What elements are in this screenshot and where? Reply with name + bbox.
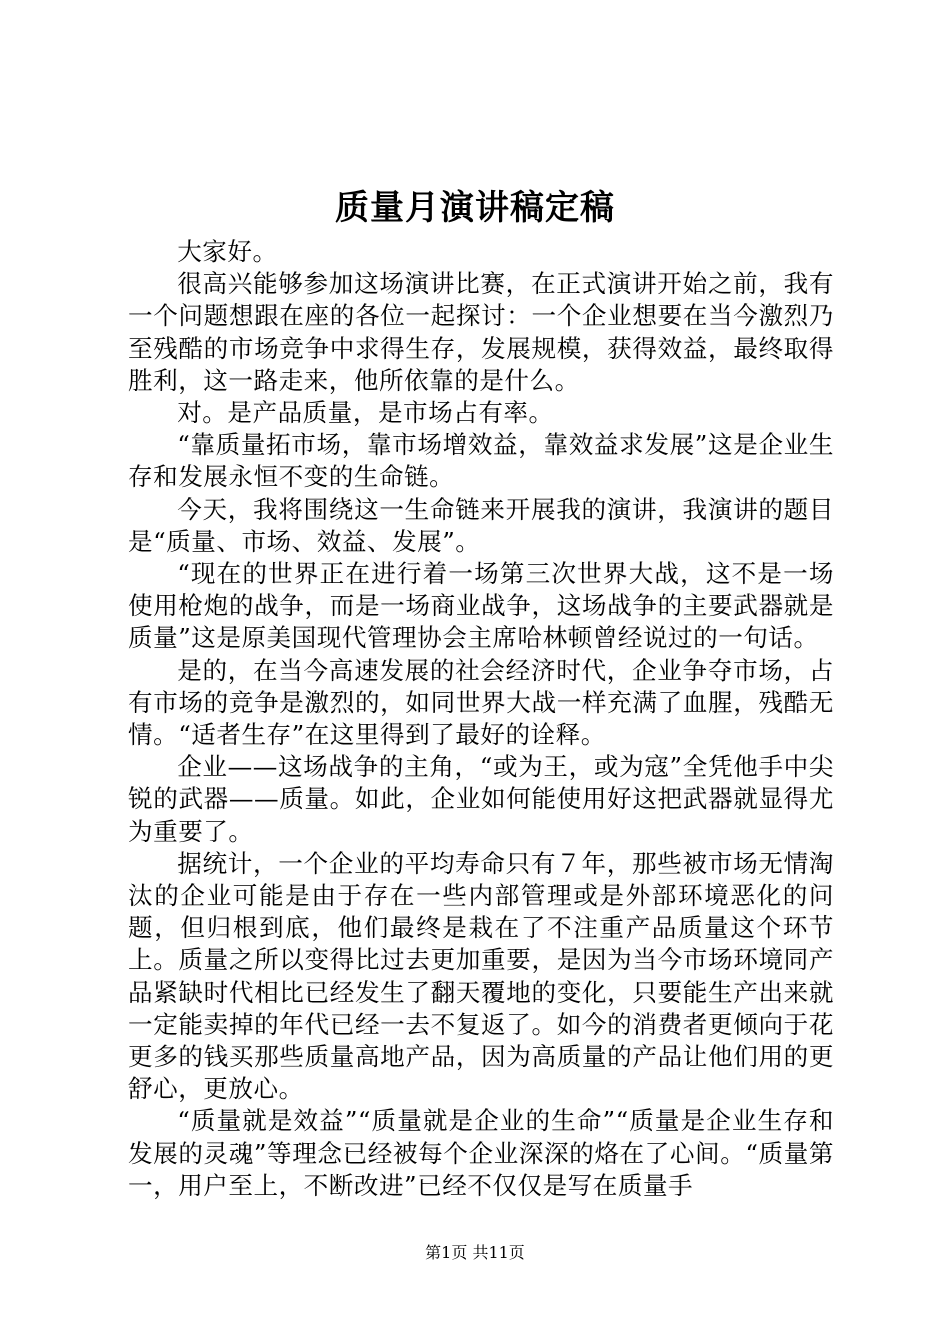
document-title: 质量月演讲稿定稿 (335, 188, 615, 228)
paragraph: “现在的世界正在进行着一场第三次世界大战，这不是一场使用枪炮的战争，而是一场商业战争，这场战争的主要武器就是质量”这是原美国现代管理协会主席哈林顿曾经说过的一句话。 (128, 559, 834, 653)
paragraph: 对。是产品质量，是市场占有率。 (177, 398, 554, 428)
paragraph: 今天，我将围绕这一生命链来开展我的演讲，我演讲的题目是“质量、市场、效益、发展”。 (128, 494, 834, 556)
document-body (128, 236, 834, 1202)
paragraph: 很高兴能够参加这场演讲比赛，在正式演讲开始之前，我有一个问题想跟在座的各位一起探讨：一个企业想要在当今激烈乃至残酷的市场竞争中求得生存，发展规模，获得效益，最终取得胜利，这一路走来，他所依靠的是什么。 (128, 269, 834, 395)
paragraph: 是的，在当今高速发展的社会经济时代，企业争夺市场，占有市场的竞争是激烈的，如同世界大战一样充满了血腥，残酷无情。“适者生存”在这里得到了最好的诠释。 (128, 655, 834, 750)
paragraph: 大家好。 (177, 237, 278, 266)
paragraph: 企业——这场战争的主角，“或为王，或为寇”全凭他手中尖锐的武器——质量。如此，企业如何能使用好这把武器就显得尤为重要了。 (128, 752, 834, 846)
paragraph: 据统计，一个企业的平均寿命只有７年，那些被市场无情淘汰的企业可能是由于存在一些内部管理或是外部环境恶化的问题，但归根到底，他们最终是栽在了不注重产品质量这个环节上。质量之所以变得比过去更加重要，是因为当今市场环境同产品紧缺时代相比已经发生了翻天覆地的变化，只要能生产出来就一定能卖掉的年代已经一去不复返了。如今的消费者更倾向于花更多的钱买那些质量高地产品，因为高质量的产品让他们用的更舒心，更放心。 (128, 848, 834, 1104)
paragraph: “靠质量拓市场，靠市场增效益，靠效益求发展”这是企业生存和发展永恒不变的生命链。 (128, 430, 834, 492)
page-footer: 第1页 共11页 (425, 1243, 525, 1262)
paragraph: “质量就是效益”“质量就是企业的生命”“质量是企业生存和发展的灵魂”等理念已经被每个企业深深的烙在了心间。“质量第一，用户至上，不断改进”已经不仅仅是写在质量手 (128, 1106, 834, 1200)
